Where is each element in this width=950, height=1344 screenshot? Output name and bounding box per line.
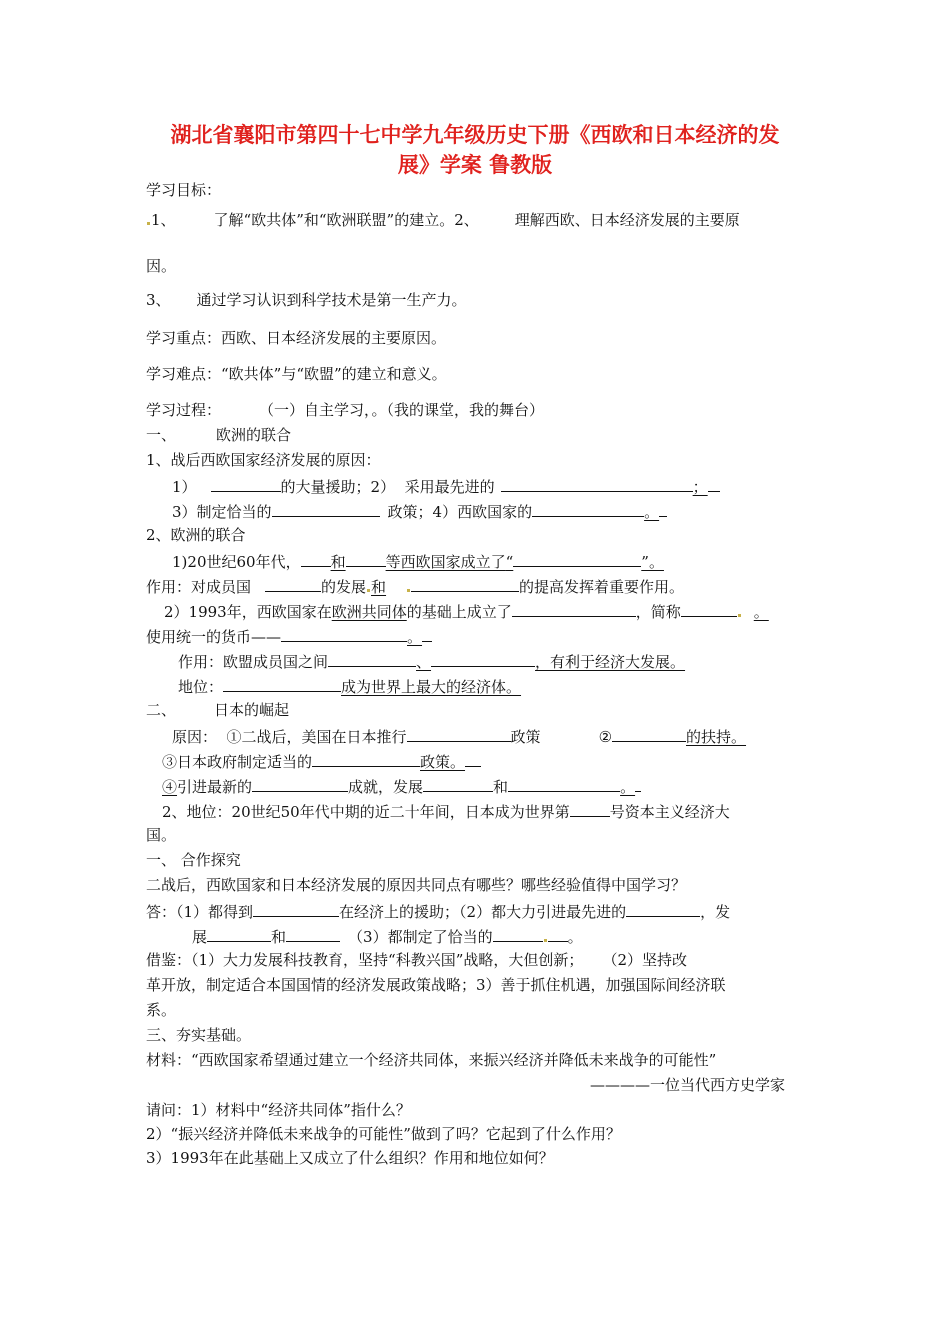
- lesson-line-1: 借鉴：（1）大力发展科技教育，坚持“科教兴国”战略，大但创新； （2）坚持改: [146, 951, 687, 969]
- objective-3: 通过学习认识到科学技术是第一生产力。: [196, 291, 467, 309]
- fill-blank[interactable]: [659, 500, 667, 517]
- objective-2-continued: 因。: [146, 257, 177, 275]
- japan-causes: 原因： ①二战后，美国在日本推行 政策 ② 的扶持。: [172, 725, 746, 747]
- fill-blank[interactable]: [508, 775, 620, 792]
- question-1-2-role: 作用：对成员国 的发展 和 的提高发挥着重要作用。: [146, 575, 684, 597]
- fill-blank[interactable]: [626, 900, 700, 917]
- question-1-1: 1、战后西欧国家经济发展的原因：: [146, 451, 381, 469]
- question-2: 2）“振兴经济并降低未来战争的可能性”做到了吗？它起到了什么作用？: [146, 1125, 621, 1143]
- fill-blank[interactable]: [346, 550, 386, 567]
- fill-blank[interactable]: [301, 550, 331, 567]
- fill-blank[interactable]: [570, 800, 610, 817]
- key-point: 学习重点：西欧、日本经济发展的主要原因。: [146, 329, 447, 347]
- fill-blank[interactable]: [465, 750, 481, 767]
- fill-blank[interactable]: [423, 775, 493, 792]
- japan-cause-4: ④引进最新的 成就，发展 和 。: [162, 775, 641, 797]
- lesson-line-3: 系。: [146, 1001, 177, 1019]
- fill-blank[interactable]: [265, 575, 321, 592]
- fill-blank[interactable]: [207, 925, 271, 942]
- question-3: 3）1993年在此基础上又成立了什么组织？作用和地位如何？: [146, 1149, 554, 1167]
- fill-blank[interactable]: [253, 900, 339, 917]
- fill-blank[interactable]: [328, 650, 416, 667]
- question-1-1-a: 1） 的大量援助；2） 采用最先进的 ；: [172, 475, 720, 497]
- question-1: 请问：1）材料中“经济共同体”指什么？: [146, 1101, 411, 1119]
- difficulty: 学习难点：“欧共体”与“欧盟”的建立和意义。: [146, 365, 447, 383]
- cooperation-answer-1: 答：（1）都得到 在经济上的援助；（2）都大力引进最先进的 ，发: [146, 900, 730, 922]
- section-1-heading: 一、 欧洲的联合: [146, 426, 292, 444]
- question-1-2-currency: 使用统一的货币—— 。: [146, 625, 432, 647]
- foundation-heading: 三、夯实基础。: [146, 1026, 252, 1044]
- cooperation-heading: 一、 合作探究: [146, 851, 241, 869]
- japan-status-continued: 国。: [146, 826, 177, 844]
- lesson-line-2: 革开放，制定适合本国国情的经济发展政策战略；3）善于抓住机遇，加强国际间经济联: [146, 976, 726, 994]
- fill-blank[interactable]: [635, 775, 641, 792]
- document-title-line-2: 展》学案 鲁教版: [397, 153, 553, 177]
- margin-mark: [407, 589, 410, 592]
- fill-blank[interactable]: [272, 500, 380, 517]
- fill-blank[interactable]: [211, 475, 281, 492]
- cooperation-question: 二战后，西欧国家和日本经济发展的原因共同点有哪些？哪些经验值得中国学习？: [146, 876, 687, 894]
- question-1-2: 2、欧洲的联合: [146, 526, 246, 544]
- fill-blank[interactable]: [513, 550, 641, 567]
- objectives-heading: 学习目标：: [146, 181, 222, 199]
- fill-blank[interactable]: [532, 500, 644, 517]
- fill-blank[interactable]: [431, 650, 535, 667]
- fill-blank[interactable]: [548, 925, 568, 942]
- material-source: ————一位当代西方史学家: [590, 1076, 786, 1094]
- margin-mark: [147, 222, 150, 225]
- learning-process: 学习过程： （一）自主学习，。（我的课堂，我的舞台）: [146, 401, 545, 419]
- objective-line-1: 1、 了解“欧共体”和“欧洲联盟”的建立。2、 理解西欧、日本经济发展的主要原: [146, 210, 740, 230]
- fill-blank[interactable]: [223, 675, 341, 692]
- fill-blank[interactable]: [612, 725, 686, 742]
- fill-blank[interactable]: [252, 775, 348, 792]
- section-2-heading: 二、 日本的崛起: [146, 701, 290, 719]
- cooperation-answer-2: 展 和 （3）都制定了恰当的 。: [192, 925, 583, 947]
- question-1-2-b: 2）1993年，西欧国家在欧洲共同体的基础上成立了 ，简称 。: [164, 600, 769, 622]
- margin-mark: [738, 614, 741, 617]
- material-quote: 材料：“西欧国家希望通过建立一个经济共同体，来振兴经济并降低未来战争的可能性”: [146, 1051, 717, 1069]
- fill-blank[interactable]: [312, 750, 420, 767]
- fill-blank[interactable]: [493, 925, 543, 942]
- fill-blank[interactable]: [286, 925, 340, 942]
- question-1-1-b: 3）制定恰当的 政策；4）西欧国家的 。: [172, 500, 667, 522]
- japan-cause-3: ③日本政府制定适当的 政策。: [162, 750, 481, 772]
- fill-blank[interactable]: [281, 625, 407, 642]
- fill-blank[interactable]: [411, 575, 519, 592]
- fill-blank[interactable]: [407, 725, 511, 742]
- objective-1: 了解“欧共体”和“欧洲联盟”的建立。: [213, 211, 455, 229]
- margin-mark: [367, 589, 370, 592]
- fill-blank[interactable]: [512, 600, 636, 617]
- objective-2: 理解西欧、日本经济发展的主要原: [514, 211, 740, 229]
- document-title-line-1: 湖北省襄阳市第四十七中学九年级历史下册《西欧和日本经济的发: [170, 123, 780, 147]
- fill-blank[interactable]: [708, 475, 720, 492]
- fill-blank[interactable]: [501, 475, 693, 492]
- fill-blank[interactable]: [422, 625, 432, 642]
- question-1-2-a: 1)20世纪60年代， 和 等西欧国家成立了“ ”。: [172, 550, 664, 572]
- fill-blank[interactable]: [681, 600, 737, 617]
- objective-line-3: 3、 通过学习认识到科学技术是第一生产力。: [146, 291, 467, 309]
- japan-status: 2、地位：20世纪50年代中期的近二十年间，日本成为世界第 号资本主义经济大: [162, 800, 730, 822]
- question-1-2-role2: 作用：欧盟成员国之间 、 ，有利于经济大发展。: [178, 650, 685, 672]
- margin-mark: [544, 939, 547, 942]
- question-1-2-status: 地位： 成为世界上最大的经济体。: [178, 675, 521, 697]
